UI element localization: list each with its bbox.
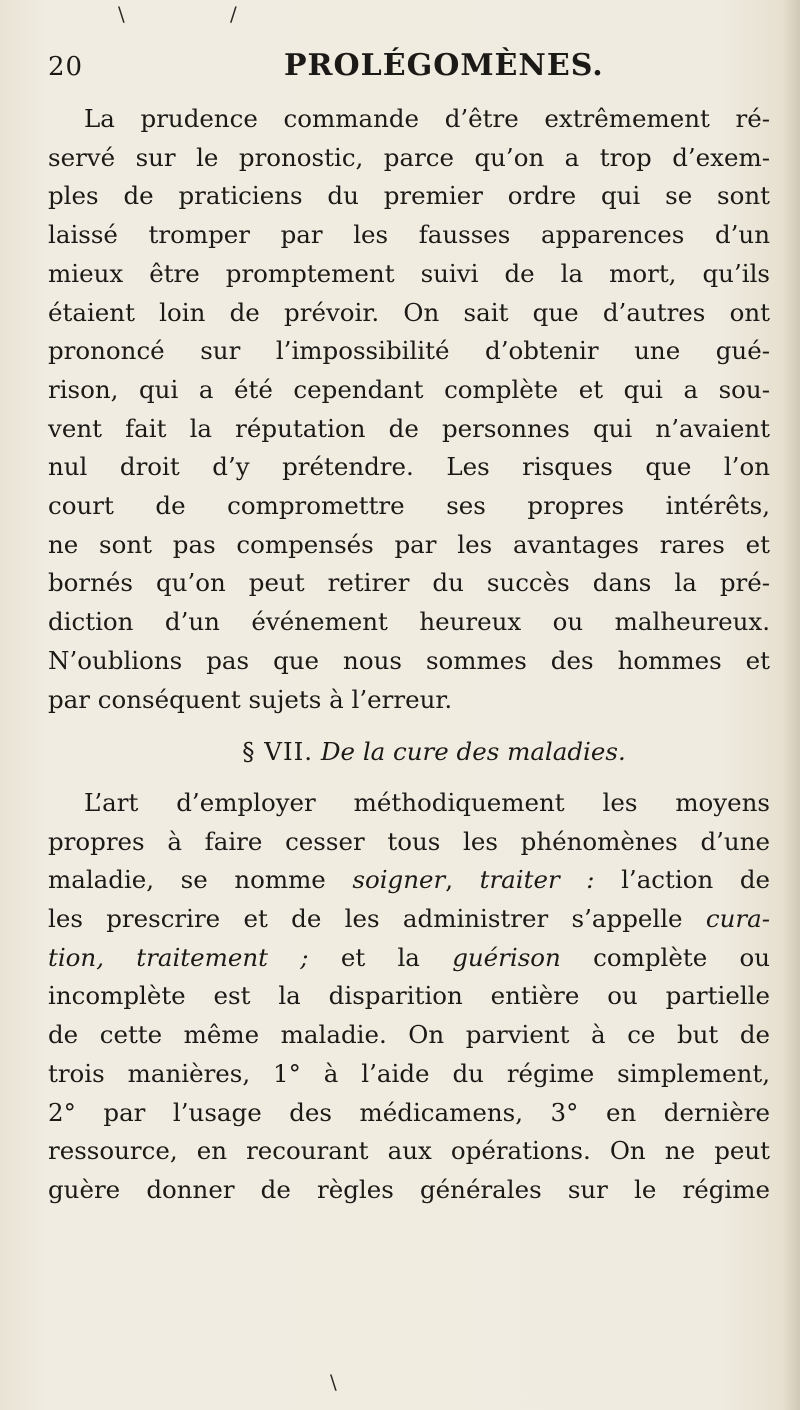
text-segment: l’action de — [594, 865, 771, 895]
body-text — [48, 100, 770, 1210]
stray-mark: \ — [118, 2, 125, 26]
text-line: diction d’un événement heureux ou malheureux. — [48, 607, 770, 637]
text-line: N’oublions pas que nous sommes des hommes et — [48, 645, 770, 675]
text-line: ressource, en recourant aux opérations. On ne peut — [48, 1136, 770, 1166]
page-header — [48, 48, 768, 90]
text-line: prononcé sur l’impossibilité d’obtenir une gué- — [48, 336, 770, 366]
text-line: court de compromettre ses propres intérêts, — [48, 491, 770, 521]
page-number: 20 — [48, 52, 84, 82]
text-line: La prudence commande d’être extrêmement ré- — [84, 104, 770, 133]
text-line — [48, 861, 770, 900]
italic-term: guérison — [452, 942, 561, 972]
page-edge-shadow — [782, 0, 800, 1410]
text-line: laissé tromper par les fausses apparences d’un — [48, 220, 770, 250]
italic-term: traiter : — [479, 865, 595, 895]
italic-term: soigner — [352, 865, 446, 895]
section-title: De la cure des maladies. — [320, 737, 626, 767]
text-line: servé sur le pronostic, parce qu’on a trop d’exem- — [48, 142, 770, 172]
section-heading — [48, 733, 770, 772]
text-line: rison, qui a été cependant complète et qui a sou- — [48, 374, 770, 404]
stray-mark: \ — [330, 1370, 337, 1394]
text-line: de cette même maladie. On parvient à ce but de — [48, 1020, 770, 1050]
text-line: vent fait la réputation de personnes qui n’avaient — [48, 413, 770, 443]
text-line — [48, 939, 770, 978]
text-line — [48, 900, 770, 939]
text-segment: et la — [308, 942, 453, 972]
text-line: L’art d’employer méthodiquement les moyens — [84, 787, 770, 817]
text-line: ne sont pas compensés par les avantages rares et — [48, 529, 770, 559]
running-head: PROLÉGOMÈNES. — [284, 48, 604, 83]
text-line: étaient loin de prévoir. On sait que d’autres ont — [48, 297, 770, 327]
text-line: 2° par l’usage des médicamens, 3° en dernière — [48, 1097, 770, 1127]
text-segment: , — [445, 865, 480, 895]
text-line: propres à faire cesser tous les phénomènes d’une — [48, 826, 770, 856]
text-segment: complète ou — [560, 942, 771, 972]
text-line: ples de praticiens du premier ordre qui se sont — [48, 181, 770, 211]
text-line: bornés qu’on peut retirer du succès dans la pré- — [48, 568, 770, 598]
text-line: mieux être promptement suivi de la mort, qu’ils — [48, 258, 770, 288]
text-line: guère donner de règles générales sur le régime — [48, 1174, 770, 1204]
text-segment: les prescrire et de les administrer s’appelle — [48, 904, 706, 934]
text-line: nul droit d’y prétendre. Les risques que l’on — [48, 452, 770, 482]
italic-term: tion, traitement ; — [48, 942, 309, 972]
italic-term: cura- — [705, 904, 770, 934]
text-line: trois manières, 1° à l’aide du régime simplement, — [48, 1058, 770, 1088]
section-number: § VII. — [242, 737, 314, 767]
text-segment: maladie, se nomme — [48, 865, 353, 895]
text-line: incomplète est la disparition entière ou partielle — [48, 981, 770, 1011]
stray-mark: / — [230, 2, 237, 26]
text-line: par conséquent sujets à l’erreur. — [48, 684, 453, 714]
